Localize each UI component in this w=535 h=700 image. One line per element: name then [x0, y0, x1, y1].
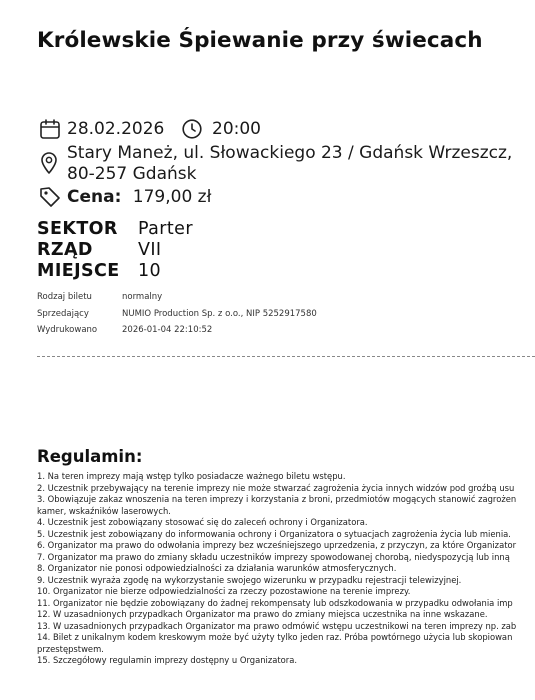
regulations-title: Regulamin: [37, 447, 143, 466]
seat-label: MIEJSCE [37, 261, 120, 281]
venue-address-line1: Stary Maneż, ul. Słowackiego 23 / Gdańsk Wrzeszcz, [67, 143, 513, 163]
row-value: VII [138, 240, 162, 260]
regulation-line: 6. Organizator ma prawo do odwołania imprezy bez wcześniejszego uprzedzenia, z przyczyn, za które Organizator [37, 540, 517, 550]
regulation-line: 15. Szczegółowy regulamin imprezy dostępny u Organizatora. [37, 655, 298, 665]
map-pin-icon [39, 151, 59, 179]
printed-label: Wydrukowano [37, 325, 98, 335]
regulation-line: 3. Obowiązuje zakaz wnoszenia na teren imprezy i korzystania z broni, przedmiotów mogących stanowić zagrożen [37, 494, 517, 504]
seat-row [0, 261, 535, 283]
printed-row [0, 325, 535, 337]
price-label: Cena: [67, 187, 122, 207]
calendar-icon [39, 118, 61, 144]
regulation-line: 14. Bilet z unikalnym kodem kreskowym może być użyty tylko jeden raz. Próba powtórnego użycia lub skopiowan [37, 632, 513, 642]
regulation-line: 2. Uczestnik przebywający na terenie imprezy nie może stwarzać zagrożenia życia innych widzów pod groźbą usu [37, 482, 515, 493]
venue-address-line2: 80-257 Gdańsk [67, 164, 197, 184]
regulation-line: 4. Uczestnik jest zobowiązany stosować się do zaleceń ochrony i Organizatora. [37, 517, 368, 527]
regulation-line: 7. Organizator ma prawo do zmiany składu uczestników imprezy spowodowanej chorobą, niedyspozycją lub inną [37, 551, 510, 562]
regulation-line: 10. Organizator nie bierze odpowiedzialności za rzeczy pozostawione na terenie imprezy. [37, 586, 411, 596]
ticket-type-label: Rodzaj biletu [37, 292, 92, 302]
regulation-line: 12. W uzasadnionych przypadkach Organizator ma prawo do zmiany miejsca uczestnika na inne wskazane. [37, 609, 488, 619]
price-row [67, 187, 211, 207]
price-value: 179,00 zł [132, 187, 212, 207]
seat-value: 10 [138, 261, 162, 281]
regulation-line: kamer, wskaźników laserowych. [37, 505, 171, 516]
regulation-line: 8. Organizator nie ponosi odpowiedzialności za działania warunków atmosferycznych. [37, 563, 397, 573]
event-date: 28.02.2026 [67, 119, 165, 139]
ticket-type-row [0, 292, 535, 304]
printed-value: 2026-01-04 22:10:52 [122, 325, 213, 335]
event-title: Królewskie Śpiewanie przy świecach [37, 28, 483, 53]
price-tag-icon [38, 185, 62, 211]
regulation-line: 9. Uczestnik wyraża zgodę na wykorzystanie swojego wizerunku w przypadku rejestracji telewizyjnej. [37, 574, 462, 585]
ticket-type-value: normalny [122, 292, 163, 302]
event-time: 20:00 [212, 119, 261, 139]
dashed-divider [37, 356, 535, 357]
seller-value: NUMIO Production Sp. z o.o., NIP 5252917580 [122, 309, 317, 319]
regulations-list [37, 471, 535, 667]
clock-icon [181, 118, 203, 144]
regulation-line: przestępstwem. [37, 643, 104, 654]
seller-row [0, 309, 535, 321]
regulation-line: 1. Na teren imprezy mają wstęp tylko posiadacze ważnego biletu wstępu. [37, 471, 346, 481]
sector-value: Parter [138, 219, 193, 239]
regulation-line: 5. Uczestnik jest zobowiązany do informowania ochrony i Organizatora o sytuacjach zagrożenia życia lub mienia. [37, 528, 511, 539]
regulation-line: 11. Organizator nie będzie zobowiązany do żadnej rekompensaty lub odszkodowania w przypadku odwołania imp [37, 597, 513, 608]
seller-label: Sprzedający [37, 309, 89, 319]
sector-label: SEKTOR [37, 219, 118, 239]
row-row [0, 240, 535, 262]
sector-row [0, 219, 535, 241]
row-label: RZĄD [37, 240, 93, 260]
regulation-line: 13. W uzasadnionych przypadkach Organizator ma prawo odmówić wstępu uczestnikowi na teren imprezy np. zab [37, 620, 517, 631]
